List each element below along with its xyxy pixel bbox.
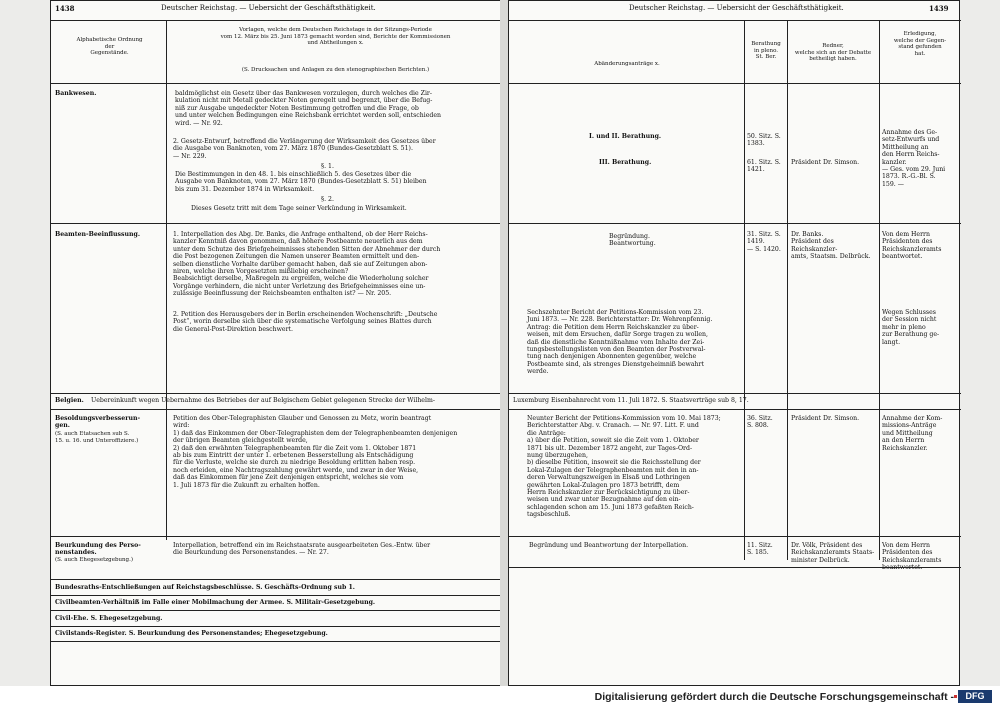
row-5-amendment: Luxemburg Eisenbahnrecht vom 11. Juli 1872. S. Staatsverträge sub 8, 17.: [513, 397, 749, 404]
row-7-speakers: Dr. Völk, Präsident des Reichskanzleramts Staats- minister Delbrück.: [791, 542, 875, 564]
row-1-deliberation: 50. Sitz. S. 1383.: [747, 133, 781, 148]
footer-bar: [0, 686, 1000, 707]
rule: [509, 20, 961, 21]
right-page: [508, 0, 960, 686]
column-header-deliberation: Berathung in pleno. St. Ber.: [751, 41, 781, 61]
column-header-note: (S. Drucksachen und Anlagen zu den stenographischen Berichten.): [241, 67, 430, 73]
paragraph-1: §. 1.: [321, 163, 334, 170]
row-6-amendment: Neunter Bericht der Petitions-Kommission vom 10. Mai 1873; Berichterstatter Abg. v. Cranach. — Nr. 97. Litt. F. und die Anträge: a) über die Petition, soweit sie die Zeit vom 1. Oktober 1871 bis ult. Dezember 1872 angeht, zur Tages-Ord- nung überzugehen, b) dieselbe Petition, insoweit sie die Reichsstellung der Lokal-Zulagen der Telegraphenbeamten mit den in an- deren Verwaltungszweigen in Elsaß und Lothringen gewährten Lokal-Zulagen pro 1873 betrifft, dem Herrn Reichskanzler zur Berücksichtigung zu über- weisen und zwar unter Bezugnahme auf den ein- schlagenden schon am 15. Juni 1873 gefaßten Reich- tagsbeschluß.: [527, 415, 721, 519]
bankwesen-text-4: Dieses Gesetz tritt mit dem Tage seiner Verkündung in Wirksamkeit.: [191, 205, 407, 212]
column-divider: [166, 20, 167, 540]
row-3-amendment: Begründung. Beantwortung.: [609, 233, 656, 248]
rule: [51, 610, 503, 611]
subject-beurkundung: Beurkundung des Perso- nenstandes.: [55, 542, 141, 557]
rule: [509, 223, 961, 224]
row-7-amendment: Begründung und Beantwortung der Interpellation.: [529, 542, 689, 549]
row-6-deliberation: 36. Sitz. S. 808.: [747, 415, 773, 430]
row-2-speakers: Präsident Dr. Simson.: [791, 159, 860, 166]
column-divider: [744, 20, 745, 560]
rule: [51, 409, 503, 410]
rule: [509, 393, 961, 394]
beamten-text-1: 1. Interpellation des Abg. Dr. Banks, die Anfrage enthaltend, ob der Herr Reichs- kanzler Kenntniß davon genommen, daß höhere Postbeamte neuerlich aus dem unter dem Schutze des Briefgeheimnisses stehenden Sitten der Abnehmer der durch die Post bezogenen Zeitungen die Namen unserer Beamten ermittelt und den- selben dienstliche Vorhalte darüber gemacht haben, daß sie auf Zeitungen abon- niren, welche ihren Vorgesetzten mißliebig erscheinen? Beabsichtigt derselbe, Maßregeln zu ergreifen, welche die Wiederholung solcher Vorgänge verhindern, die nicht unter Verletzung des Briefgeheimnisses eine un- zulässige Beeinflussung der Reichsbeamten enthalten ist? — Nr. 205.: [173, 231, 441, 298]
dfg-accent: [954, 695, 957, 698]
rule: [509, 567, 961, 568]
bankwesen-text-2: 2. Gesetz-Entwurf, betreffend die Verlängerung der Wirksamkeit des Gesetzes über die Ausgabe von Banknoten, vom 27. März 1870 (Bundes-Gesetzblatt S. 51). — Nr. 229.: [173, 138, 436, 160]
column-header-subjects: Alphabetische Ordnung der Gegenstände.: [76, 37, 143, 57]
rule: [51, 626, 503, 627]
besoldung-note: (S. auch Etatsachen sub S. 15. u. 16. und Unteroffiziere.): [55, 431, 139, 444]
column-header-proposals: Vorlagen, welche dem Deutschen Reichstage in der Sitzungs-Periode vom 12. März bis 25. Juni 1873 gemacht worden sind, Berichte der Kommissionen und Abtheilungen x.: [220, 27, 451, 47]
column-header-speakers: Redner, welche sich an der Debatte betheiligt haben.: [794, 43, 872, 63]
row-6-speakers: Präsident Dr. Simson.: [791, 415, 860, 422]
column-divider: [787, 20, 788, 560]
running-head-left: Deutscher Reichstag. — Uebersicht der Geschäftsthätigkeit.: [161, 4, 376, 12]
rule: [51, 595, 503, 596]
subject-bankwesen: Bankwesen.: [55, 90, 97, 97]
bottom-line-2: Civilbeamten-Verhältniß im Falle einer Mobilmachung der Armee. S. Militair-Gesetzgebung.: [55, 599, 376, 606]
row-3-deliberation: 31. Sitz. S. 1419. — S. 1420.: [747, 231, 781, 253]
page-number-right: 1439: [929, 4, 949, 13]
bankwesen-text-1: baldmöglichst ein Gesetz über das Bankwesen vorzulegen, durch welches die Zir- kulation nicht mit Metall gedeckter Noten geregelt und begrenzt, über die Befug- niß zur Ausgabe ungedeckter Noten Bestimmung getroffen und die Frage, ob und unter welchen Bedingungen eine Reichsbank errichtet werden soll, entschieden wird. — Nr. 92.: [175, 90, 442, 127]
rule: [51, 223, 503, 224]
bankwesen-text-3: Die Bestimmungen in den 48. 1. bis einschließlich 5. des Gesetzes über die Ausgabe von Banknoten, vom 27. März 1870 (Bundes-Gesetzblatt S. 51) bleiben bis zum 31. Dezember 1874 in Wirksamkeit.: [175, 171, 427, 193]
besoldung-text: Petition des Ober-Telegraphisten Glauber und Genossen zu Metz, worin beantragt wird: 1) daß das Einkommen der Ober-Telegraphisten dem der Telegraphenbeamten denjenigen der übrigen Beamten gleichgestellt werde, 2) daß den erwähnten Telegraphenbeamten für die Zeit vom 1. Oktober 1871 ab bis zum Eintritt der unter 1. erbetenen Besserstellung als Entschädigung für die Verluste, welche sie durch zu niedrige Besoldung erlitten haben resp. noch erleiden, eine Nachtragszahlung gewährt werde, und zwar in der Weise, daß das Einkommen für jene Zeit denjenigen entspricht, welches sie vom 1. Juli 1873 für die Zukunft zu erhalten hoffen.: [173, 415, 458, 489]
row-1-amendment: I. und II. Berathung.: [589, 133, 662, 140]
bottom-line-4: Civilstands-Register. S. Beurkundung des Personenstandes; Ehegesetzgebung.: [55, 630, 328, 637]
beamten-text-2: 2. Petition des Herausgebers der in Berlin erscheinenden Wochenschrift: „Deutsche Post“, worin derselbe sich über die systematische Verfolgung seines Blattes durch die General-Post-Direktion beschwert.: [173, 311, 438, 333]
rule: [509, 536, 961, 537]
row-3-speakers: Dr. Banks. Präsident des Reichskanzler- amts, Staatsm. Delbrück.: [791, 231, 871, 261]
rule: [51, 20, 503, 21]
row-6-outcome: Annahme der Kom- missions-Anträge und Mittheilung an den Herrn Reichskanzler.: [882, 415, 943, 452]
scan-margin-right: [960, 0, 1000, 686]
rule: [51, 393, 503, 394]
rule: [51, 579, 503, 580]
row-3-outcome: Von dem Herrn Präsidenten des Reichskanzleramts beantwortet.: [882, 231, 942, 261]
subject-belgien: Belgien.: [55, 397, 84, 404]
page-number-left: 1438: [55, 4, 75, 13]
subject-besoldung: Besoldungsverbesserun- gen.: [55, 415, 141, 430]
bottom-line-1: Bundesraths-Entschließungen auf Reichstagsbeschlüsse. S. Geschäfts-Ordnung sub 1.: [55, 584, 355, 591]
belgien-text: Uebereinkunft wegen Uebernahme des Betriebes der auf Belgischem Gebiet gelegenen Strecke der Wilhelm-: [91, 397, 435, 404]
column-header-outcome: Erledigung, welche der Gegen- stand gefunden hat.: [893, 31, 947, 57]
running-head-right: Deutscher Reichstag. — Uebersicht der Geschäftsthätigkeit.: [629, 4, 844, 12]
row-1-outcome: Annahme des Ge- setz-Entwurfs und Mittheilung an den Herrn Reichs- kanzler. — Ges. vom 29. Juni 1873. R.-G.-Bl. S. 159. —: [882, 129, 946, 188]
row-7-deliberation: 11. Sitz. S. 185.: [747, 542, 773, 557]
rule: [51, 641, 503, 642]
footer-credit: Digitalisierung gefördert durch die Deutsche Forschungsgemeinschaft -: [594, 691, 954, 703]
rule: [51, 83, 503, 84]
rule: [509, 409, 961, 410]
beurkundung-text: Interpellation, betreffend ein im Reichstaatsrate ausgearbeiteten Ges.-Entw. über die Beurkundung des Personenstandes. — Nr. 27.: [173, 542, 431, 557]
bottom-line-3: Civil-Ehe. S. Ehegesetzgebung.: [55, 615, 163, 622]
row-7-outcome: Von dem Herrn Präsidenten des Reichskanzleramts: [882, 542, 942, 564]
row-2-amendment: III. Berathung.: [599, 159, 652, 166]
row-2-deliberation: 61. Sitz. S. 1421.: [747, 159, 781, 174]
paragraph-2: §. 2.: [321, 196, 334, 203]
scan-margin-left: [0, 0, 50, 686]
row-4-outcome: Wegen Schlusses der Session nicht mehr in pleno zur Berathung ge- langt.: [882, 309, 940, 346]
rule: [51, 536, 503, 537]
column-divider: [879, 20, 880, 560]
subject-beamten: Beamten-Beeinflussung.: [55, 231, 140, 238]
beurkundung-note: (S. auch Ehegesetzgebung.): [55, 557, 133, 563]
left-page: [50, 0, 502, 686]
rule: [509, 83, 961, 84]
dfg-logo: DFG: [958, 690, 992, 703]
column-header-amendments: Abänderungsanträge x.: [594, 61, 660, 67]
row-4-amendment: Sechszehnter Bericht der Petitions-Kommission vom 23. Juni 1873. — Nr. 228. Berichterstatter: Dr. Wehrenpfennig. Antrag: die Petition dem Herrn Reichskanzler zu über- weisen, mit dem Ersuchen, dafür Sorge tragen zu wollen, daß die dienstliche Kenntnißnahme vom Inhalte der Zei- tungsbestellungslisten von den Beamten der Postverwal- tung nach denjenigen Abonnenten gegenüber, welche Postbeamte sind, als strenges Dienstgeheimniß bewahrt werde.: [527, 309, 713, 376]
